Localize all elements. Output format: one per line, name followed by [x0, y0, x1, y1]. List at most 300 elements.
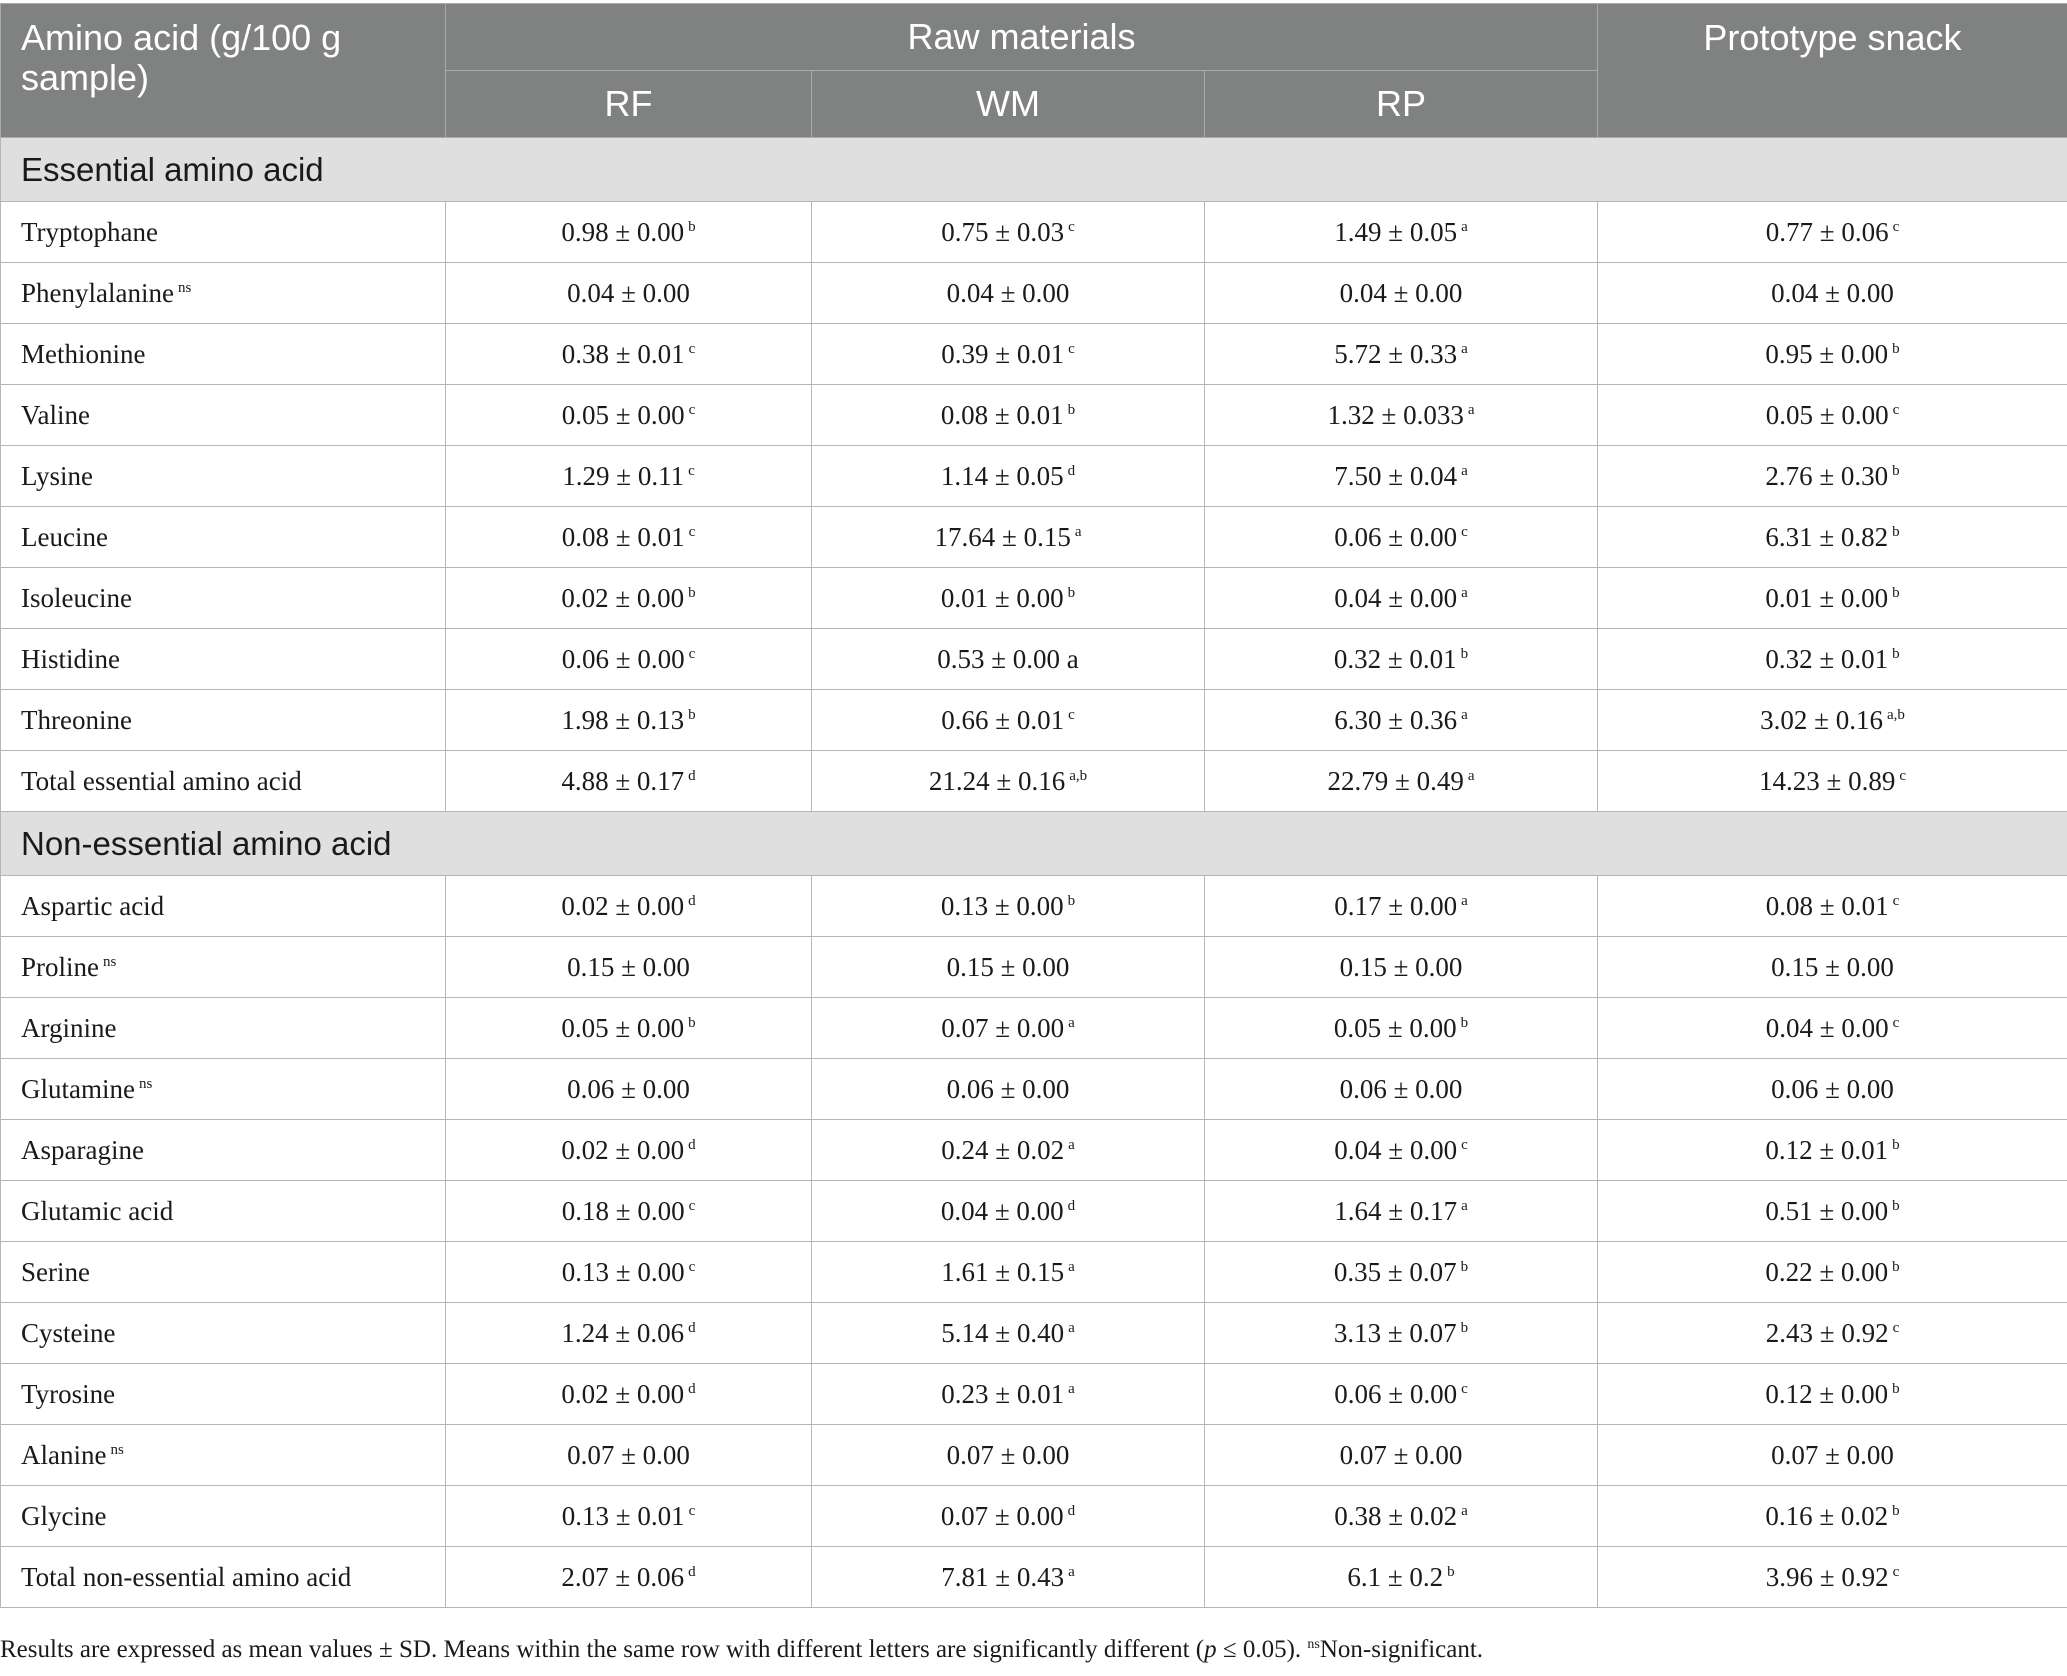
value-cell — [812, 202, 1205, 263]
amino-acid-name-cell — [1, 937, 446, 998]
significance-letter: b — [688, 584, 696, 601]
amino-acid-name-cell — [1, 446, 446, 507]
value-text: 0.39 ± 0.01 — [941, 338, 1065, 369]
value-cell — [1205, 751, 1598, 812]
significance-letter: d — [1067, 462, 1076, 479]
amino-acid-name-cell — [1, 568, 446, 629]
value-text: 3.02 ± 0.16 — [1760, 704, 1883, 735]
value-cell — [1598, 1364, 2067, 1425]
value-cell — [1205, 385, 1598, 446]
significance-letter: c — [688, 401, 696, 418]
table-row — [1, 1120, 2067, 1181]
value-cell — [1205, 1242, 1598, 1303]
value-text: 1.24 ± 0.06 — [561, 1317, 685, 1348]
amino-acid-name: Total non-essential amino acid — [21, 1561, 352, 1592]
amino-acid-name-cell — [1, 1181, 446, 1242]
significance-letter: b — [1460, 645, 1469, 662]
value-cell — [1598, 263, 2067, 324]
significance-letter: b — [688, 706, 696, 723]
value-cell — [812, 629, 1205, 690]
amino-acid-name-cell — [1, 324, 446, 385]
value-cell — [1598, 998, 2067, 1059]
significance-letter: a — [1068, 1136, 1075, 1153]
significance-letter: c — [1068, 218, 1075, 235]
value-text: 0.22 ± 0.00 — [1765, 1256, 1889, 1287]
value-text: 0.02 ± 0.00 — [561, 1378, 685, 1409]
value-text: 0.06 ± 0.00 — [567, 1073, 690, 1104]
amino-acid-name: Histidine — [21, 643, 120, 674]
value-cell — [1598, 568, 2067, 629]
value-text: 0.32 ± 0.01 — [1765, 643, 1889, 674]
significance-letter: c — [688, 462, 695, 479]
amino-acid-name-cell — [1, 263, 446, 324]
significance-letter: a — [1467, 767, 1475, 784]
value-text: 0.35 ± 0.07 — [1333, 1256, 1457, 1287]
table-row — [1, 1242, 2067, 1303]
value-cell — [1598, 1059, 2067, 1120]
value-text: 0.24 ± 0.02 — [941, 1134, 1065, 1165]
significance-letter: d — [688, 1380, 696, 1397]
value-text: 1.32 ± 0.033 — [1327, 399, 1464, 430]
amino-acid-name: Asparagine — [21, 1134, 144, 1165]
value-text: 0.13 ± 0.01 — [561, 1500, 685, 1531]
header-raw-materials: Raw materials — [446, 4, 1598, 71]
section-title: Non-essential amino acid — [1, 812, 2067, 876]
table-row — [1, 263, 2067, 324]
amino-acid-name-cell — [1, 507, 446, 568]
value-cell — [1205, 1303, 1598, 1364]
significance-letter: b — [1460, 1014, 1469, 1031]
table-footnote — [0, 1636, 2067, 1664]
value-text: 0.07 ± 0.00 — [1339, 1439, 1463, 1470]
significance-letter: c — [1461, 1136, 1468, 1153]
value-cell — [1205, 1059, 1598, 1120]
amino-acid-table — [0, 3, 2067, 1608]
value-text: 0.08 ± 0.01 — [940, 399, 1064, 430]
value-cell — [1598, 937, 2067, 998]
value-text: 6.1 ± 0.2 — [1347, 1561, 1444, 1592]
value-cell — [446, 1059, 812, 1120]
value-text: 22.79 ± 0.49 — [1327, 765, 1464, 796]
significance-letter: b — [1892, 523, 1900, 540]
significance-letter: a — [1074, 523, 1082, 540]
header-rf: RF — [446, 71, 812, 138]
significance-letter: b — [1892, 1502, 1900, 1519]
value-cell — [1205, 998, 1598, 1059]
value-text: 0.16 ± 0.02 — [1765, 1500, 1889, 1531]
amino-acid-name-cell — [1, 1303, 446, 1364]
value-cell — [1598, 1120, 2067, 1181]
footnote-text-1: Results are expressed as mean values ± SD. Means within the same row with different letters are significantly different ( — [0, 1636, 1205, 1663]
value-cell — [812, 1059, 1205, 1120]
value-cell — [446, 202, 812, 263]
table-row — [1, 998, 2067, 1059]
value-cell — [812, 1364, 1205, 1425]
value-cell — [1598, 629, 2067, 690]
value-cell — [812, 507, 1205, 568]
significance-letter: b — [1892, 1380, 1900, 1397]
significance-letter: a — [1068, 1563, 1075, 1580]
value-text: 0.18 ± 0.00 — [561, 1195, 685, 1226]
amino-acid-name: Glutamic acid — [21, 1195, 174, 1226]
section-header-row — [1, 812, 2067, 876]
significance-letter: b — [1067, 584, 1076, 601]
value-cell — [1598, 1181, 2067, 1242]
table-row — [1, 1303, 2067, 1364]
value-cell — [812, 1303, 1205, 1364]
value-cell — [446, 1547, 812, 1608]
footnote-ns-sup: ns — [1307, 1637, 1320, 1652]
table-row — [1, 1181, 2067, 1242]
value-cell — [1205, 263, 1598, 324]
significance-letter: a — [1461, 462, 1468, 479]
value-cell — [446, 1242, 812, 1303]
value-cell — [1205, 446, 1598, 507]
amino-acid-name: Cysteine — [21, 1317, 116, 1348]
value-cell — [1205, 1181, 1598, 1242]
value-text: 1.61 ± 0.15 — [941, 1256, 1065, 1287]
value-text: 4.88 ± 0.17 — [561, 765, 685, 796]
value-text: 0.04 ± 0.00 — [1765, 1012, 1889, 1043]
amino-acid-name: Lysine — [21, 460, 93, 491]
amino-acid-name: Leucine — [21, 521, 108, 552]
value-cell — [1205, 1425, 1598, 1486]
value-cell — [1598, 1425, 2067, 1486]
value-text: 0.12 ± 0.01 — [1765, 1134, 1889, 1165]
amino-acid-name-cell — [1, 1242, 446, 1303]
value-cell — [1598, 507, 2067, 568]
value-text: 0.66 ± 0.01 — [941, 704, 1065, 735]
value-text: 1.64 ± 0.17 — [1334, 1195, 1458, 1226]
amino-acid-name-cell — [1, 385, 446, 446]
table-row — [1, 568, 2067, 629]
value-cell — [446, 568, 812, 629]
table-row — [1, 202, 2067, 263]
value-cell — [812, 690, 1205, 751]
value-text: 0.04 ± 0.00 — [1334, 582, 1458, 613]
value-cell — [1205, 937, 1598, 998]
value-cell — [1598, 1486, 2067, 1547]
amino-acid-name: Total essential amino acid — [21, 765, 302, 796]
value-cell — [446, 446, 812, 507]
value-text: 6.30 ± 0.36 — [1334, 704, 1458, 735]
significance-letter: a — [1068, 1319, 1075, 1336]
value-text: 0.05 ± 0.00 — [1765, 399, 1889, 430]
header-prototype-snack: Prototype snack — [1598, 4, 2067, 138]
value-cell — [812, 385, 1205, 446]
significance-letter: a — [1068, 1380, 1075, 1397]
significance-letter: b — [1460, 1258, 1469, 1275]
value-text: 0.38 ± 0.01 — [561, 338, 685, 369]
significance-letter: c — [688, 340, 696, 357]
footnote-text-2: ≤ 0.05). — [1216, 1636, 1308, 1663]
significance-letter: a — [1461, 1502, 1468, 1519]
significance-letter: a — [1068, 1014, 1075, 1031]
significance-letter: d — [1067, 1502, 1076, 1519]
value-cell — [1205, 507, 1598, 568]
table-row — [1, 385, 2067, 446]
value-text: 0.08 ± 0.01 — [561, 521, 685, 552]
value-text: 2.76 ± 0.30 — [1765, 460, 1889, 491]
significance-letter: b — [1447, 1563, 1455, 1580]
table-row — [1, 1364, 2067, 1425]
value-cell — [1598, 446, 2067, 507]
significance-letter: c — [688, 523, 696, 540]
value-text: 0.04 ± 0.00 — [946, 277, 1070, 308]
value-cell — [446, 1303, 812, 1364]
value-cell — [1598, 1547, 2067, 1608]
amino-acid-name-cell — [1, 1364, 446, 1425]
value-cell — [812, 751, 1205, 812]
value-cell — [446, 507, 812, 568]
amino-acid-name-cell — [1, 998, 446, 1059]
value-text: 0.51 ± 0.00 — [1765, 1195, 1889, 1226]
value-text: 2.43 ± 0.92 — [1765, 1317, 1889, 1348]
value-cell — [812, 1120, 1205, 1181]
significance-letter: b — [1892, 1197, 1900, 1214]
significance-letter: c — [688, 1502, 696, 1519]
value-text: 0.02 ± 0.00 — [561, 582, 685, 613]
amino-acid-name: Arginine — [21, 1012, 117, 1043]
value-text: 0.05 ± 0.00 — [561, 399, 685, 430]
value-cell — [812, 263, 1205, 324]
value-text: 0.07 ± 0.00 — [1771, 1439, 1894, 1470]
value-cell — [446, 937, 812, 998]
value-cell — [1598, 876, 2067, 937]
value-cell — [812, 937, 1205, 998]
value-text: 0.08 ± 0.01 — [1765, 890, 1889, 921]
significance-letter: a — [1068, 1258, 1075, 1275]
amino-acid-name: Tyrosine — [21, 1378, 116, 1409]
table-row — [1, 1059, 2067, 1120]
significance-letter: a — [1467, 401, 1475, 418]
value-cell — [812, 324, 1205, 385]
significance-letter: b — [1892, 1258, 1900, 1275]
significance-letter: c — [1461, 523, 1468, 540]
section-title: Essential amino acid — [1, 138, 2067, 202]
value-text: 0.04 ± 0.00 — [1339, 277, 1463, 308]
value-cell — [446, 690, 812, 751]
value-cell — [812, 1547, 1205, 1608]
value-text: 3.13 ± 0.07 — [1333, 1317, 1457, 1348]
value-cell — [812, 446, 1205, 507]
significance-letter: c — [1461, 1380, 1468, 1397]
value-cell — [446, 1425, 812, 1486]
value-text: 0.01 ± 0.00 — [940, 582, 1064, 613]
significance-letter: c — [688, 1258, 696, 1275]
value-cell — [1598, 1303, 2067, 1364]
value-text: 0.07 ± 0.00 — [567, 1439, 690, 1470]
significance-letter: c — [1892, 218, 1900, 235]
non-significant-marker: ns — [103, 953, 117, 970]
significance-letter: a — [1461, 340, 1468, 357]
value-cell — [812, 568, 1205, 629]
significance-letter: b — [1892, 340, 1900, 357]
amino-acid-table-container — [0, 3, 2067, 1608]
significance-letter: d — [688, 1319, 696, 1336]
value-text: 0.04 ± 0.00 — [567, 277, 690, 308]
value-text: 0.07 ± 0.00 — [941, 1012, 1065, 1043]
value-text: 0.02 ± 0.00 — [561, 1134, 685, 1165]
value-text: 0.38 ± 0.02 — [1334, 1500, 1458, 1531]
value-cell — [812, 1486, 1205, 1547]
value-text: 0.06 ± 0.00 — [1334, 521, 1458, 552]
table-header — [1, 4, 2067, 138]
value-text: 0.05 ± 0.00 — [1333, 1012, 1457, 1043]
non-significant-marker: ns — [110, 1441, 124, 1458]
amino-acid-name: Glutamine — [21, 1073, 135, 1104]
value-text: 0.17 ± 0.00 — [1334, 890, 1458, 921]
value-cell — [812, 1242, 1205, 1303]
significance-letter: a — [1461, 584, 1468, 601]
value-cell — [1205, 1120, 1598, 1181]
amino-acid-name-cell — [1, 751, 446, 812]
table-row — [1, 446, 2067, 507]
significance-letter: c — [1068, 706, 1075, 723]
value-text: 2.07 ± 0.06 — [561, 1561, 685, 1592]
value-text: 0.77 ± 0.06 — [1765, 216, 1889, 247]
significance-letter: b — [1067, 401, 1076, 418]
amino-acid-name: Threonine — [21, 704, 132, 735]
value-text: 0.06 ± 0.00 — [1771, 1073, 1894, 1104]
significance-letter: b — [1067, 892, 1076, 909]
significance-letter: b — [688, 218, 696, 235]
value-text: 0.13 ± 0.00 — [940, 890, 1064, 921]
value-text: 0.06 ± 0.00 — [946, 1073, 1070, 1104]
value-cell — [812, 1181, 1205, 1242]
amino-acid-name: Methionine — [21, 338, 146, 369]
value-cell — [1205, 876, 1598, 937]
value-text: 0.53 ± 0.00 a — [937, 643, 1079, 674]
value-cell — [1205, 202, 1598, 263]
value-cell — [1598, 1242, 2067, 1303]
value-text: 0.07 ± 0.00 — [940, 1500, 1064, 1531]
amino-acid-name: Isoleucine — [21, 582, 132, 613]
value-cell — [446, 751, 812, 812]
significance-letter: c — [688, 645, 696, 662]
table-row — [1, 1425, 2067, 1486]
significance-letter: d — [688, 1563, 696, 1580]
value-text: 17.64 ± 0.15 — [934, 521, 1071, 552]
value-text: 0.07 ± 0.00 — [946, 1439, 1070, 1470]
value-text: 14.23 ± 0.89 — [1759, 765, 1896, 796]
value-text: 3.96 ± 0.92 — [1765, 1561, 1889, 1592]
amino-acid-name-cell — [1, 1547, 446, 1608]
value-text: 0.15 ± 0.00 — [567, 951, 690, 982]
amino-acid-name-cell — [1, 1486, 446, 1547]
significance-letter: a — [1461, 892, 1468, 909]
amino-acid-name-cell — [1, 690, 446, 751]
value-cell — [1205, 629, 1598, 690]
value-cell — [446, 1120, 812, 1181]
value-cell — [1598, 385, 2067, 446]
footnote-p: p — [1204, 1636, 1217, 1663]
value-text: 0.15 ± 0.00 — [946, 951, 1070, 982]
value-cell — [1205, 324, 1598, 385]
table-body — [1, 138, 2067, 1608]
value-text: 0.95 ± 0.00 — [1765, 338, 1889, 369]
non-significant-marker: ns — [138, 1075, 153, 1092]
value-text: 0.23 ± 0.01 — [941, 1378, 1065, 1409]
header-wm: WM — [812, 71, 1205, 138]
significance-letter: a — [1461, 706, 1468, 723]
value-text: 6.31 ± 0.82 — [1765, 521, 1889, 552]
value-cell — [446, 1486, 812, 1547]
amino-acid-name: Phenylalanine — [21, 277, 174, 308]
value-text: 5.72 ± 0.33 — [1334, 338, 1458, 369]
significance-letter: c — [1068, 340, 1075, 357]
header-amino-acid: Amino acid (g/100 g sample) — [1, 4, 446, 138]
significance-letter: d — [688, 767, 696, 784]
amino-acid-name: Serine — [21, 1256, 90, 1287]
significance-letter: a — [1461, 1197, 1468, 1214]
value-text: 5.14 ± 0.40 — [941, 1317, 1065, 1348]
value-cell — [1598, 690, 2067, 751]
value-cell — [1205, 568, 1598, 629]
significance-letter: b — [1892, 645, 1900, 662]
significance-letter: b — [1460, 1319, 1469, 1336]
value-text: 1.14 ± 0.05 — [940, 460, 1064, 491]
value-text: 1.49 ± 0.05 — [1334, 216, 1458, 247]
table-row — [1, 751, 2067, 812]
value-cell — [446, 1181, 812, 1242]
non-significant-marker: ns — [177, 279, 192, 296]
section-header-row — [1, 138, 2067, 202]
significance-letter: c — [1892, 1563, 1900, 1580]
table-row — [1, 937, 2067, 998]
value-cell — [1598, 324, 2067, 385]
value-cell — [812, 876, 1205, 937]
amino-acid-name: Tryptophane — [21, 216, 159, 247]
value-text: 0.15 ± 0.00 — [1771, 951, 1894, 982]
value-text: 0.02 ± 0.00 — [561, 890, 685, 921]
value-cell — [1598, 202, 2067, 263]
value-text: 1.98 ± 0.13 — [561, 704, 685, 735]
value-cell — [1205, 1486, 1598, 1547]
significance-letter: a — [1461, 218, 1468, 235]
value-text: 0.15 ± 0.00 — [1339, 951, 1463, 982]
table-row — [1, 629, 2067, 690]
value-cell — [446, 998, 812, 1059]
value-text: 0.05 ± 0.00 — [561, 1012, 685, 1043]
significance-letter: c — [688, 1197, 696, 1214]
significance-letter: b — [1892, 462, 1900, 479]
table-row — [1, 690, 2067, 751]
value-text: 0.75 ± 0.03 — [941, 216, 1065, 247]
value-cell — [1205, 1364, 1598, 1425]
significance-letter: c — [1892, 1319, 1900, 1336]
table-row — [1, 507, 2067, 568]
header-rp: RP — [1205, 71, 1598, 138]
significance-letter: c — [1892, 892, 1900, 909]
table-row — [1, 876, 2067, 937]
amino-acid-name: Glycine — [21, 1500, 107, 1531]
significance-letter: d — [1067, 1197, 1076, 1214]
significance-letter: c — [1892, 1014, 1900, 1031]
value-text: 1.29 ± 0.11 — [562, 460, 685, 491]
amino-acid-name: Proline — [21, 951, 99, 982]
value-cell — [1205, 690, 1598, 751]
significance-letter: c — [1899, 767, 1906, 784]
significance-letter: b — [1892, 1136, 1900, 1153]
amino-acid-name: Alanine — [21, 1439, 107, 1470]
significance-letter: c — [1892, 401, 1900, 418]
value-cell — [446, 324, 812, 385]
significance-letter: d — [688, 1136, 696, 1153]
value-text: 0.04 ± 0.00 — [1771, 277, 1894, 308]
value-text: 0.06 ± 0.00 — [1334, 1378, 1458, 1409]
table-row — [1, 1486, 2067, 1547]
